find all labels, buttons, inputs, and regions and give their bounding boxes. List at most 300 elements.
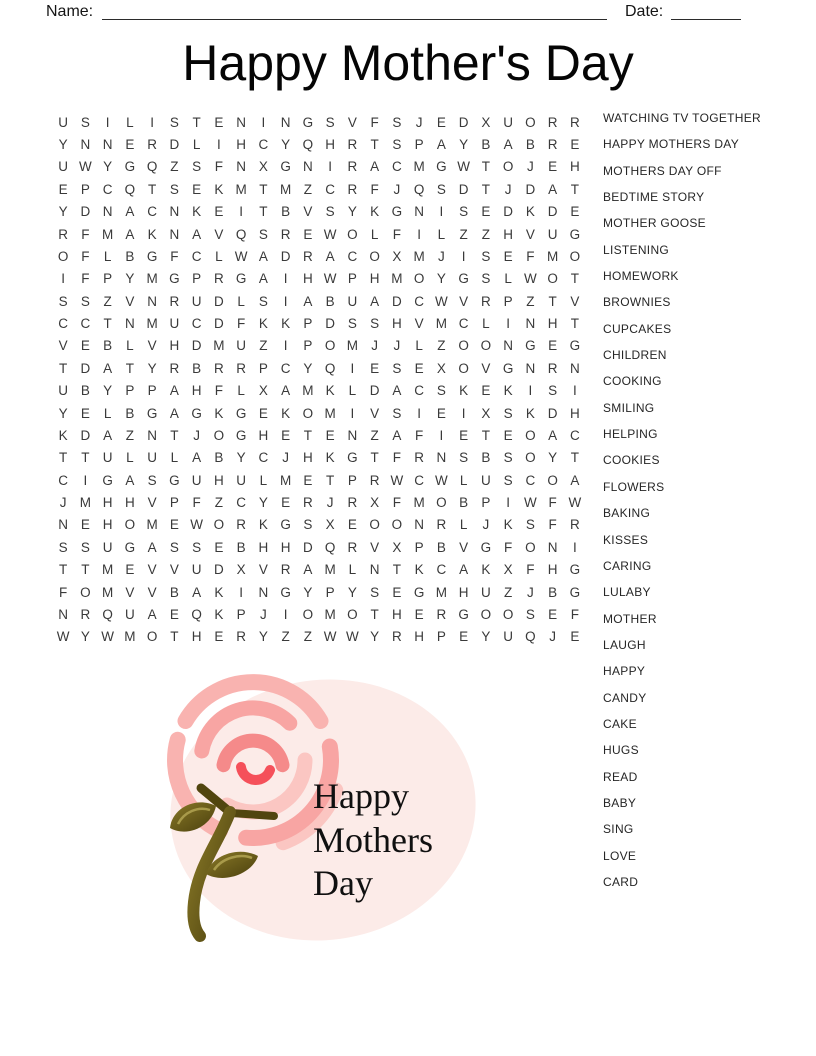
grid-cell-r13c16: A	[392, 383, 402, 399]
grid-cell-r5c12: V	[303, 204, 313, 220]
grid-cell-r6c9: Q	[235, 226, 247, 242]
flower-illustration	[60, 668, 500, 960]
grid-cell-r1c4: L	[126, 114, 134, 130]
grid-cell-r5c8: E	[214, 204, 224, 220]
grid-cell-r20c13: Q	[324, 539, 336, 555]
grid-cell-r23c3: Q	[102, 606, 113, 622]
grid-cell-r18c9: C	[236, 495, 246, 511]
grid-cell-r19c18: R	[436, 517, 447, 533]
grid-cell-r5c11: B	[281, 204, 291, 220]
grid-cell-r4c19: D	[458, 181, 469, 197]
grid-cell-r22c10: N	[258, 584, 269, 600]
grid-cell-r21c23: H	[547, 562, 558, 578]
grid-cell-r3c17: M	[413, 159, 425, 175]
grid-cell-r1c8: E	[214, 114, 224, 130]
grid-cell-r5c23: D	[547, 204, 558, 220]
grid-cell-r18c11: E	[281, 495, 291, 511]
grid-cell-r12c9: R	[236, 360, 246, 376]
grid-cell-r7c16: X	[392, 248, 402, 264]
grid-cell-r9c19: V	[459, 293, 469, 309]
grid-cell-r12c22: N	[525, 360, 536, 376]
grid-cell-r12c10: P	[258, 360, 268, 376]
grid-cell-r7c17: M	[413, 248, 425, 264]
grid-cell-r8c19: G	[458, 271, 469, 287]
grid-cell-r21c21: X	[503, 562, 513, 578]
word-list-item: CAKE	[603, 716, 637, 731]
grid-cell-r7c12: R	[303, 248, 313, 264]
grid-cell-r7c22: F	[526, 248, 535, 264]
grid-cell-r9c7: U	[191, 293, 202, 309]
grid-cell-r7c15: O	[369, 248, 380, 264]
word-list-item: COOKIES	[603, 453, 660, 468]
grid-cell-r12c13: Q	[324, 360, 336, 376]
grid-cell-r11c12: P	[303, 338, 313, 354]
grid-cell-r14c12: O	[302, 405, 314, 421]
grid-cell-r9c17: C	[414, 293, 424, 309]
grid-cell-r19c15: O	[369, 517, 380, 533]
grid-cell-r1c18: E	[436, 114, 446, 130]
grid-cell-r16c6: L	[170, 450, 179, 466]
grid-cell-r6c13: W	[323, 226, 337, 242]
grid-cell-r11c24: G	[569, 338, 581, 354]
grid-cell-r15c19: E	[459, 427, 469, 443]
grid-cell-r3c3: Y	[103, 159, 113, 175]
grid-cell-r2c1: Y	[58, 137, 68, 153]
grid-cell-r17c9: U	[236, 472, 246, 488]
grid-cell-r11c17: L	[415, 338, 423, 354]
grid-cell-r14c22: K	[525, 405, 535, 421]
grid-cell-r24c16: R	[392, 629, 402, 645]
grid-cell-r20c8: E	[214, 539, 224, 555]
grid-cell-r4c6: S	[169, 181, 179, 197]
grid-cell-r9c24: V	[570, 293, 580, 309]
grid-cell-r11c8: M	[213, 338, 225, 354]
grid-cell-r21c2: T	[81, 562, 90, 578]
grid-cell-r12c24: N	[570, 360, 580, 376]
grid-cell-r15c18: I	[439, 427, 444, 443]
grid-cell-r16c1: T	[59, 450, 68, 466]
grid-cell-r16c23: Y	[548, 450, 558, 466]
grid-cell-r1c22: O	[525, 114, 536, 130]
grid-cell-r19c5: M	[146, 517, 158, 533]
grid-cell-r18c7: F	[192, 495, 201, 511]
grid-cell-r7c18: J	[438, 248, 445, 264]
grid-cell-r23c19: G	[458, 606, 469, 622]
grid-cell-r9c6: R	[169, 293, 180, 309]
grid-cell-r8c22: W	[524, 271, 537, 287]
grid-cell-r17c22: C	[525, 472, 536, 488]
grid-cell-r2c4: E	[125, 137, 135, 153]
grid-cell-r1c13: S	[325, 114, 335, 130]
word-list-item: LISTENING	[603, 242, 670, 257]
grid-cell-r3c4: G	[124, 159, 136, 175]
grid-cell-r16c19: S	[459, 450, 469, 466]
name-label: Name:	[46, 3, 94, 20]
grid-cell-r14c14: I	[350, 405, 355, 421]
grid-cell-r14c13: M	[324, 405, 336, 421]
grid-cell-r14c23: D	[547, 405, 558, 421]
grid-cell-r10c21: I	[506, 316, 510, 332]
grid-cell-r13c3: Y	[103, 383, 113, 399]
grid-cell-r23c2: R	[80, 606, 91, 622]
grid-cell-r16c8: B	[214, 450, 224, 466]
grid-cell-r16c13: K	[325, 450, 335, 466]
grid-cell-r17c17: C	[414, 472, 424, 488]
grid-cell-r20c3: U	[102, 539, 113, 555]
grid-cell-r17c14: P	[347, 472, 357, 488]
grid-cell-r23c23: E	[548, 606, 558, 622]
grid-cell-r8c12: H	[303, 271, 313, 287]
grid-cell-r17c23: O	[547, 472, 558, 488]
word-list-item: SMILING	[603, 400, 655, 415]
grid-cell-r14c8: K	[214, 405, 224, 421]
grid-cell-r6c4: A	[125, 226, 135, 242]
grid-cell-r5c9: I	[239, 204, 243, 220]
grid-cell-r18c19: B	[459, 495, 469, 511]
grid-cell-r15c14: N	[347, 427, 358, 443]
grid-cell-r1c7: T	[192, 114, 201, 130]
grid-cell-r16c17: R	[414, 450, 424, 466]
grid-cell-r21c24: G	[569, 562, 581, 578]
grid-cell-r16c16: F	[392, 450, 401, 466]
grid-cell-r5c19: S	[459, 204, 469, 220]
grid-cell-r20c4: G	[124, 539, 136, 555]
grid-cell-r18c3: H	[102, 495, 113, 511]
grid-cell-r23c18: R	[436, 606, 447, 622]
grid-cell-r8c18: Y	[436, 271, 446, 287]
grid-cell-r6c16: F	[392, 226, 401, 242]
grid-cell-r20c12: D	[303, 539, 313, 555]
grid-cell-r5c15: K	[370, 204, 380, 220]
grid-cell-r10c4: N	[125, 316, 135, 332]
grid-cell-r8c7: P	[192, 271, 202, 287]
grid-cell-r21c11: R	[280, 562, 291, 578]
grid-cell-r11c21: N	[503, 338, 513, 354]
grid-cell-r1c17: J	[415, 114, 423, 130]
grid-cell-r16c20: B	[481, 450, 491, 466]
grid-cell-r3c1: U	[58, 159, 68, 175]
grid-cell-r19c24: R	[570, 517, 580, 533]
grid-cell-r10c20: L	[482, 316, 490, 332]
grid-cell-r6c6: N	[169, 226, 180, 242]
word-list-item: COOKING	[603, 374, 662, 389]
grid-cell-r8c20: S	[481, 271, 491, 287]
grid-cell-r9c11: I	[283, 293, 288, 309]
grid-cell-r14c5: G	[146, 405, 158, 421]
grid-cell-r8c21: L	[504, 271, 512, 287]
word-list-item: HELPING	[603, 427, 658, 442]
grid-cell-r8c6: G	[169, 271, 180, 287]
grid-cell-r15c13: E	[325, 427, 335, 443]
grid-cell-r19c6: E	[169, 517, 179, 533]
grid-cell-r12c4: T	[125, 360, 134, 376]
grid-cell-r23c10: J	[260, 606, 267, 622]
grid-cell-r9c3: Z	[103, 293, 112, 309]
grid-cell-r9c4: V	[125, 293, 135, 309]
grid-cell-r13c23: S	[548, 383, 558, 399]
grid-cell-r18c21: I	[506, 495, 510, 511]
grid-cell-r3c19: W	[457, 159, 470, 175]
grid-cell-r1c21: U	[503, 114, 513, 130]
grid-cell-r14c20: X	[481, 405, 491, 421]
grid-cell-r16c18: N	[436, 450, 447, 466]
grid-cell-r15c3: A	[103, 427, 113, 443]
grid-cell-r24c18: P	[436, 629, 446, 645]
grid-cell-r2c24: E	[570, 137, 580, 153]
grid-cell-r14c21: S	[503, 405, 513, 421]
grid-cell-r22c2: O	[80, 584, 91, 600]
grid-cell-r7c24: O	[569, 248, 581, 264]
grid-cell-r23c1: N	[58, 606, 68, 622]
grid-cell-r23c6: E	[169, 606, 179, 622]
grid-cell-r19c8: O	[213, 517, 225, 533]
grid-cell-r23c21: O	[502, 606, 514, 622]
grid-cell-r6c15: L	[370, 226, 379, 242]
grid-cell-r16c22: O	[525, 450, 536, 466]
grid-cell-r9c8: D	[214, 293, 224, 309]
grid-cell-r16c11: J	[282, 450, 289, 466]
puzzle-grid	[52, 111, 586, 648]
grid-cell-r17c11: M	[280, 472, 292, 488]
grid-cell-r11c2: E	[80, 338, 90, 354]
grid-cell-r12c8: R	[214, 360, 224, 376]
grid-cell-r10c22: N	[525, 316, 536, 332]
grid-cell-r3c16: C	[392, 159, 402, 175]
grid-cell-r24c17: H	[414, 629, 424, 645]
grid-cell-r17c12: E	[303, 472, 313, 488]
grid-cell-r2c10: C	[258, 137, 269, 153]
grid-cell-r9c14: U	[347, 293, 358, 309]
word-list-item: SING	[603, 822, 634, 837]
page-title: Happy Mother's Day	[182, 35, 634, 91]
grid-cell-r8c14: P	[347, 271, 357, 287]
grid-cell-r24c21: U	[503, 629, 513, 645]
grid-cell-r14c15: V	[370, 405, 380, 421]
grid-cell-r12c20: V	[481, 360, 491, 376]
grid-cell-r18c18: O	[436, 495, 447, 511]
grid-cell-r9c20: R	[481, 293, 491, 309]
grid-cell-r7c23: M	[547, 248, 559, 264]
grid-cell-r16c7: A	[192, 450, 202, 466]
grid-cell-r24c15: Y	[370, 629, 380, 645]
grid-cell-r7c14: C	[347, 248, 358, 264]
grid-cell-r19c20: J	[482, 517, 490, 533]
grid-cell-r5c14: Y	[347, 204, 357, 220]
grid-cell-r8c13: W	[323, 271, 337, 287]
grid-cell-r22c17: G	[413, 584, 425, 600]
grid-cell-r15c22: O	[525, 427, 536, 443]
grid-cell-r2c3: N	[102, 137, 113, 153]
grid-cell-r14c6: A	[169, 405, 179, 421]
grid-cell-r11c4: L	[126, 338, 134, 354]
grid-cell-r17c20: U	[481, 472, 491, 488]
grid-cell-r13c13: K	[325, 383, 335, 399]
grid-cell-r23c22: S	[525, 606, 535, 622]
word-list-item: HOMEWORK	[603, 269, 679, 284]
grid-cell-r18c12: R	[303, 495, 313, 511]
grid-cell-r13c6: A	[169, 383, 179, 399]
grid-cell-r12c18: X	[436, 360, 446, 376]
grid-cell-r4c16: J	[393, 181, 401, 197]
grid-cell-r2c22: B	[525, 137, 535, 153]
grid-cell-r17c21: S	[503, 472, 513, 488]
grid-cell-r24c22: Q	[525, 629, 536, 645]
grid-cell-r19c23: F	[548, 517, 557, 533]
grid-cell-r20c14: R	[347, 539, 358, 555]
grid-cell-r24c24: E	[570, 629, 580, 645]
grid-cell-r21c17: K	[414, 562, 424, 578]
grid-cell-r10c10: K	[258, 316, 268, 332]
grid-cell-r10c9: F	[237, 316, 246, 332]
grid-cell-r11c23: E	[548, 338, 558, 354]
grid-cell-r24c9: R	[236, 629, 246, 645]
grid-cell-r22c16: E	[392, 584, 402, 600]
grid-cell-r2c14: R	[347, 137, 358, 153]
grid-cell-r21c6: V	[169, 562, 179, 578]
grid-cell-r20c6: S	[169, 539, 179, 555]
grid-cell-r5c24: E	[570, 204, 580, 220]
grid-cell-r2c2: N	[80, 137, 91, 153]
grid-cell-r21c9: X	[236, 562, 246, 578]
grid-cell-r2c18: A	[436, 137, 446, 153]
grid-cell-r22c1: F	[59, 584, 68, 600]
grid-cell-r18c8: Z	[214, 495, 223, 511]
grid-cell-r7c2: F	[81, 248, 90, 264]
grid-cell-r11c5: V	[147, 338, 157, 354]
grid-cell-r18c14: R	[347, 495, 358, 511]
grid-cell-r22c15: S	[370, 584, 380, 600]
grid-cell-r13c7: H	[191, 383, 202, 399]
grid-cell-r23c11: I	[283, 606, 288, 622]
grid-cell-r4c22: D	[525, 181, 536, 197]
grid-cell-r9c18: W	[435, 293, 448, 309]
grid-cell-r5c6: N	[169, 204, 180, 220]
grid-cell-r15c11: E	[281, 427, 291, 443]
grid-cell-r20c20: G	[480, 539, 492, 555]
grid-cell-r20c24: I	[572, 539, 577, 555]
grid-cell-r16c24: T	[570, 450, 579, 466]
grid-cell-r5c4: A	[125, 204, 135, 220]
grid-cell-r11c6: H	[169, 338, 180, 354]
word-list-item: CUPCAKES	[603, 321, 672, 336]
grid-cell-r24c10: Y	[258, 629, 268, 645]
grid-cell-r10c3: T	[103, 316, 112, 332]
grid-cell-r12c7: B	[192, 360, 202, 376]
grid-cell-r7c21: E	[503, 248, 513, 264]
grid-cell-r4c15: F	[370, 181, 379, 197]
grid-cell-r24c7: H	[191, 629, 202, 645]
grid-cell-r18c24: W	[568, 495, 582, 511]
grid-cell-r3c13: I	[328, 159, 332, 175]
grid-cell-r19c11: G	[280, 517, 291, 533]
word-list-item: WATCHING TV TOGETHER	[603, 111, 762, 125]
grid-cell-r2c9: H	[236, 137, 246, 153]
grid-cell-r4c2: P	[80, 181, 90, 197]
grid-cell-r12c5: Y	[147, 360, 157, 376]
grid-cell-r11c16: J	[393, 338, 401, 354]
grid-cell-r3c8: F	[214, 159, 223, 175]
grid-cell-r4c1: E	[58, 181, 68, 197]
grid-cell-r24c19: E	[459, 629, 469, 645]
grid-cell-r1c2: S	[80, 114, 90, 130]
grid-cell-r21c3: M	[102, 562, 114, 578]
grid-cell-r2c15: T	[370, 137, 379, 153]
grid-cell-r11c3: B	[103, 338, 113, 354]
grid-cell-r6c17: I	[417, 226, 421, 242]
grid-cell-r1c20: X	[481, 114, 491, 130]
grid-cell-r18c4: H	[125, 495, 135, 511]
grid-cell-r10c18: M	[435, 316, 447, 332]
grid-cell-r13c9: L	[237, 383, 245, 399]
grid-cell-r9c15: A	[370, 293, 380, 309]
grid-cell-r7c20: S	[481, 248, 491, 264]
grid-cell-r16c12: H	[303, 450, 313, 466]
grid-cell-r21c15: N	[369, 562, 380, 578]
grid-cell-r12c21: G	[502, 360, 514, 376]
grid-cell-r6c7: A	[192, 226, 202, 242]
grid-cell-r6c24: G	[569, 226, 581, 242]
word-list-item: MOTHERS DAY OFF	[603, 163, 722, 178]
grid-cell-r6c14: O	[347, 226, 358, 242]
illustration-text-line1: Happy	[313, 776, 409, 816]
grid-cell-r17c4: A	[125, 472, 135, 488]
grid-cell-r7c13: A	[325, 248, 335, 264]
grid-cell-r4c12: Z	[303, 181, 312, 197]
grid-cell-r9c13: B	[325, 293, 335, 309]
grid-cell-r5c5: C	[147, 204, 157, 220]
grid-cell-r13c20: E	[481, 383, 491, 399]
grid-cell-r24c23: J	[549, 629, 556, 645]
grid-cell-r9c23: T	[548, 293, 557, 309]
grid-cell-r13c17: C	[414, 383, 424, 399]
grid-cell-r12c2: D	[80, 360, 91, 376]
grid-cell-r7c19: I	[461, 248, 466, 264]
grid-cell-r15c16: A	[392, 427, 402, 443]
grid-cell-r11c20: O	[480, 338, 492, 354]
grid-cell-r20c10: H	[258, 539, 269, 555]
grid-cell-r8c9: G	[235, 271, 247, 287]
grid-cell-r4c17: Q	[413, 181, 425, 197]
grid-cell-r6c1: R	[58, 226, 68, 242]
grid-cell-r18c20: P	[481, 495, 491, 511]
grid-cell-r3c11: G	[280, 159, 291, 175]
grid-cell-r14c3: L	[103, 405, 112, 421]
grid-cell-r14c4: B	[125, 405, 135, 421]
grid-cell-r21c4: E	[125, 562, 135, 578]
grid-cell-r23c12: O	[302, 606, 314, 622]
grid-cell-r14c7: G	[191, 405, 202, 421]
grid-cell-r19c3: H	[102, 517, 113, 533]
grid-cell-r16c5: U	[147, 450, 157, 466]
grid-cell-r8c1: I	[61, 271, 65, 287]
grid-cell-r14c9: G	[235, 405, 247, 421]
grid-cell-r10c7: C	[191, 316, 202, 332]
illustration-text-line2: Mothers	[313, 820, 433, 860]
grid-cell-r23c24: F	[570, 606, 579, 622]
grid-cell-r8c2: F	[81, 271, 90, 287]
grid-cell-r18c15: X	[370, 495, 380, 511]
grid-cell-r3c2: W	[79, 159, 92, 175]
grid-cell-r1c1: U	[58, 114, 68, 130]
grid-cell-r12c1: T	[59, 360, 68, 376]
grid-cell-r2c8: I	[216, 137, 221, 153]
grid-cell-r12c3: A	[103, 360, 113, 376]
grid-cell-r14c16: S	[392, 405, 402, 421]
grid-cell-r10c1: C	[58, 316, 68, 332]
grid-cell-r1c19: D	[458, 114, 469, 130]
grid-cell-r24c20: Y	[481, 629, 491, 645]
grid-cell-r14c11: K	[281, 405, 291, 421]
